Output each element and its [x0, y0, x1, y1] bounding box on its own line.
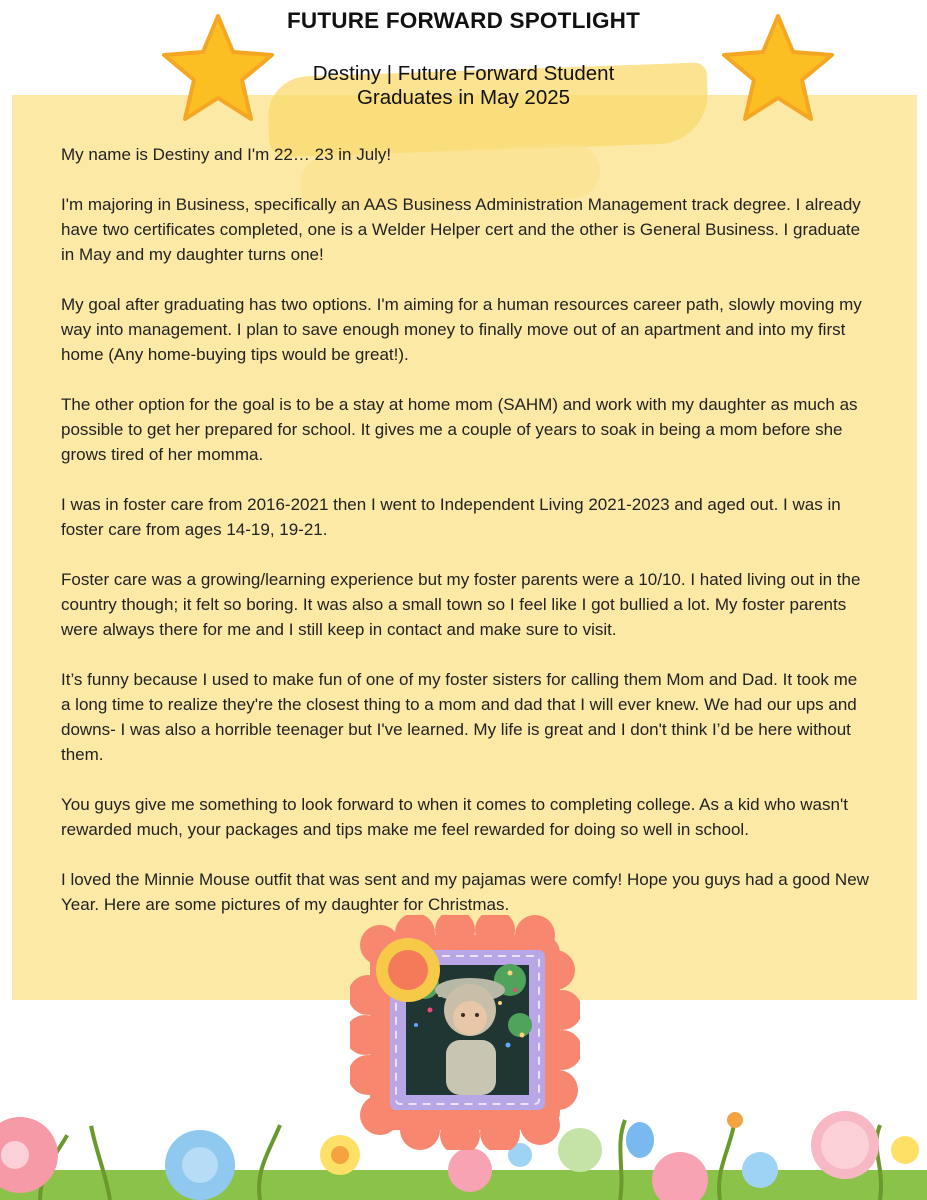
- article-body: [61, 142, 871, 942]
- paragraph: I loved the Minnie Mouse outfit that was sent and my pajamas were comfy! Hope you guys had a good New Year. Here are some pictures of my daughter for Christmas.: [61, 870, 869, 914]
- paragraph: You guys give me something to look forward to when it comes to completing college. As a kid who wasn't rewarded much, your packages and tips make me feel rewarded for doing so well in school.: [61, 795, 848, 839]
- paragraph: Foster care was a growing/learning experience but my foster parents were a 10/10. I hated living out in the country though; it felt so boring. It was also a small town so I feel like I got bullied a lot. My foster parents were always there for me and I still keep in contact and make sure to visit.: [61, 570, 861, 639]
- paragraph: My goal after graduating has two options. I'm aiming for a human resources career path, slowly moving my way into management. I plan to save enough money to finally move out of an apartment and into my first home (Any home-buying tips would be great!).: [61, 295, 862, 364]
- graduation-line: Graduates in May 2025: [356, 86, 571, 109]
- paragraph: I was in foster care from 2016-2021 then I went to Independent Living 2021-2023 and aged out. I was in foster care from ages 14-19, 19-21.: [61, 495, 841, 539]
- page-subtitle: [0, 62, 927, 110]
- sun-icon: [376, 938, 440, 1002]
- paragraph: I'm majoring in Business, specifically an AAS Business Administration Management track degree. I already have two certificates completed, one is a Welder Helper cert and the other is General Business. I graduate in May and my daughter turns one!: [61, 195, 861, 264]
- paragraph: My name is Destiny and I'm 22… 23 in July!: [61, 145, 392, 164]
- page-title: FUTURE FORWARD SPOTLIGHT: [286, 8, 641, 33]
- paragraph: It’s funny because I used to make fun of one of my foster sisters for calling them Mom and Dad. It took me a long time to realize they're the closest thing to a mom and dad that I will ever knew. We had our ups and downs- I was also a horrible teenager but I've learned. My life is great and I don't think I’d be here without them.: [61, 670, 858, 764]
- student-name-line: Destiny | Future Forward Student: [312, 62, 615, 85]
- photo-frame: [350, 915, 580, 1150]
- paragraph: The other option for the goal is to be a stay at home mom (SAHM) and work with my daughter as much as possible to get her prepared for school. It gives me a couple of years to soak in being a mom before she grows tired of her momma.: [61, 395, 858, 464]
